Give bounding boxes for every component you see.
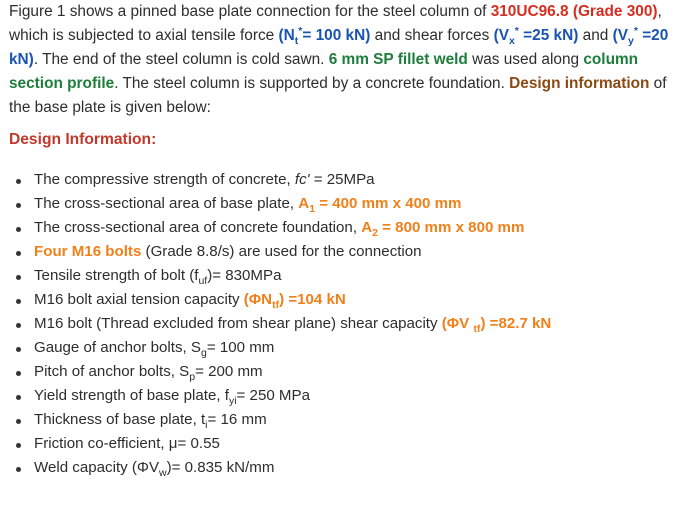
- list-item: Yield strength of base plate, $f_{yi}= 250$ MPa: [0, 384, 551, 408]
- list-item: Pitch of anchor bolts, $S_p= 200$ mm: [0, 360, 551, 384]
- column-section: 310UC96.8 (Grade 300): [490, 3, 658, 20]
- section-heading: Design Information:: [9, 131, 157, 148]
- weld-spec: 6 mm SP fillet weld: [328, 51, 468, 68]
- design-info-list: [0, 168, 551, 480]
- intro-text: and shear forces: [370, 27, 494, 44]
- list-item: M16 bolt (Thread excluded from shear plane) shear capacity (ΦV $_{tf}$) =82.7 kN: [0, 312, 551, 336]
- list-item: The compressive strength of concrete, fc' = 25MPa: [0, 168, 551, 192]
- intro-paragraph: [9, 0, 689, 120]
- intro-text: Figure 1 shows a pinned base plate connection for the steel column of: [9, 3, 491, 20]
- intro-text: . The end of the steel column is cold sawn.: [33, 51, 329, 68]
- list-item: Thickness of base plate, $t_i= 16$ mm: [0, 408, 551, 432]
- intro-text: . The steel column is supported by a concrete foundation.: [114, 75, 510, 92]
- shear-force-y: ($V_y^* =20$ kN): [9, 24, 669, 68]
- list-item: Tensile strength of bolt $(f_{uf})= 830MPa$: [0, 264, 551, 288]
- weld-location: column section profile: [9, 51, 639, 92]
- list-item: M16 bolt axial tension capacity $(\Phi N_{tf}) =104$ kN: [0, 288, 551, 312]
- list-item: Friction co-efficient, μ= 0.55: [0, 432, 551, 456]
- axial-force: ($N_t^*= 100$ kN): [278, 24, 371, 48]
- list-item: The cross-sectional area of concrete foundation, $A_2 = 800$ mm x 800 mm: [0, 216, 551, 240]
- intro-text: of the base plate is given below:: [9, 75, 667, 116]
- list-item: Weld capacity $(\Phi V_w)= 0.835$ kN/mm: [0, 456, 551, 480]
- list-item: Four M16 bolts (Grade 8.8/s) are used for the connection: [0, 240, 551, 264]
- intro-text: was used along: [467, 51, 584, 68]
- design-info-ref: Design information: [509, 75, 650, 92]
- list-item: Gauge of anchor bolts, $S_g= 100$ mm: [0, 336, 551, 360]
- intro-text: , which is subjected to axial tensile force: [9, 3, 662, 44]
- intro-text: and: [578, 27, 613, 44]
- list-item: The cross-sectional area of base plate, $A_1 = 400$ mm x 400 mm: [0, 192, 551, 216]
- shear-force-x: ($V_x^* =25$ kN): [493, 24, 579, 48]
